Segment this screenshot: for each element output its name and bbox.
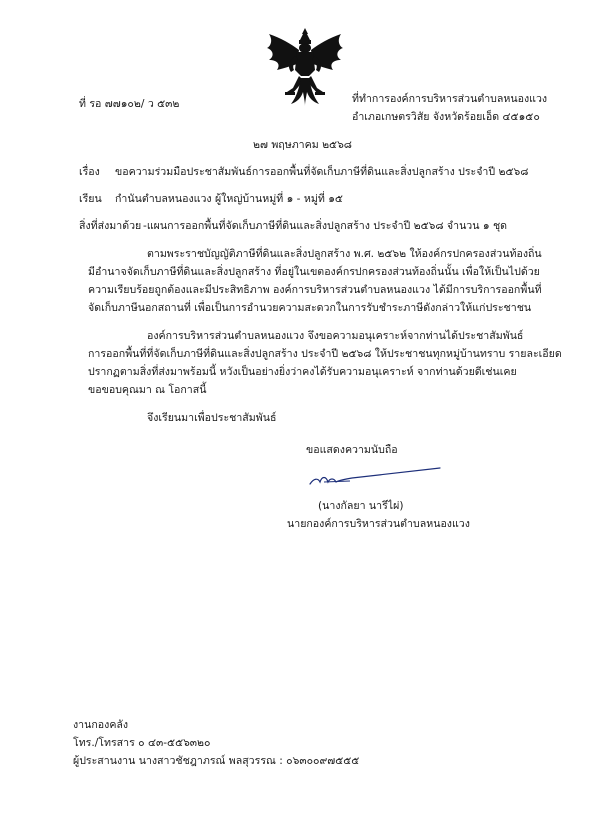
body-paragraph1-line: ตามพระราชบัญญัติภาษีที่ดินและสิ่งปลูกสร้าง พ.ศ. ๒๕๖๒ ให้องค์กรปกครองส่วนท้องถิ่น (147, 248, 542, 260)
signer-position: นายกองค์การบริหารส่วนตำบลหนองแวง (287, 518, 470, 530)
office-address-line2: อำเภอเกษตรวิสัย จังหวัดร้อยเอ็ด ๔๕๑๕๐ (352, 111, 540, 123)
footer-phone: โทร./โทรสาร ๐ ๔๓-๕๕๖๓๒๐ (73, 737, 211, 749)
body-paragraph2-line: การออกพื้นที่ที่จัดเก็บภาษีที่ดินและสิ่งปลูกสร้าง ประจำปี ๒๕๖๘ ให้ประชาชนทุกหมู่บ้านทราบ รายละเอียด (88, 348, 562, 360)
enclosure-label: สิ่งที่ส่งมาด้วย (79, 220, 142, 232)
body-paragraph2-line: ปรากฏตามสิ่งที่ส่งมาพร้อมนี้ หวังเป็นอย่างยิ่งว่าคงได้รับความอนุเคราะห์ จากท่านด้วยดีเช่นเคย (88, 366, 517, 378)
salutation-label: เรียน (79, 193, 102, 205)
reference-number: ที่ รอ ๗๗๑๐๒/ ว ๕๓๒ (79, 98, 180, 110)
body-paragraph1-line: จัดเก็บภาษีนอกสถานที่ เพื่อเป็นการอำนวยความสะดวกในการรับชำระภาษีดังกล่าวให้แก่ประชาชน (88, 302, 532, 314)
body-paragraph2-line: ขอขอบคุณมา ณ โอกาสนี้ (88, 384, 207, 396)
salutation-text: กำนันตำบลหนองแวง ผู้ใหญ่บ้านหมู่ที่ ๑ - หมู่ที่ ๑๕ (115, 193, 343, 205)
body-paragraph1-line: ความเรียบร้อยถูกต้องและมีประสิทธิภาพ องค์การบริหารส่วนตำบลหนองแวง ได้มีการบริการออกพื้นที่ (88, 284, 542, 296)
body-paragraph1-line: มีอำนาจจัดเก็บภาษีที่ดินและสิ่งปลูกสร้าง ที่อยู่ในเขตองค์กรปกครองส่วนท้องถิ่นนั้น เพื่อให้เป็นไปด้วย (88, 266, 540, 278)
body-paragraph2-line: องค์การบริหารส่วนตำบลหนองแวง จึงขอความอนุเคราะห์จากท่านได้ประชาสัมพันธ์ (147, 330, 524, 342)
subject-text: ขอความร่วมมือประชาสัมพันธ์การออกพื้นที่จัดเก็บภาษีที่ดินและสิ่งปลูกสร้าง ประจำปี ๒๕๖๘ (115, 166, 529, 178)
closing-sentence: จึงเรียนมาเพื่อประชาสัมพันธ์ (147, 412, 277, 424)
garuda-emblem-icon (263, 26, 347, 108)
subject-label: เรื่อง (79, 166, 100, 178)
signer-name: (นางกัลยา นารีไผ่) (318, 500, 404, 512)
letter-date: ๒๗ พฤษภาคม ๒๕๖๘ (253, 139, 352, 151)
footer-department: งานกองคลัง (73, 719, 129, 731)
regards: ขอแสดงความนับถือ (306, 444, 398, 456)
handwritten-signature (290, 462, 450, 492)
footer-coordinator: ผู้ประสานงาน นางสาวชัชฎาภรณ์ พลสุวรรณ : ๐๖๓๐๐๙๗๕๕๕ (73, 755, 360, 767)
enclosure-text: -แผนการออกพื้นที่จัดเก็บภาษีที่ดินและสิ่งปลูกสร้าง ประจำปี ๒๕๖๘ จำนวน ๑ ชุด (143, 220, 508, 232)
office-address-line1: ที่ทำการองค์การบริหารส่วนตำบลหนองแวง (352, 93, 548, 105)
